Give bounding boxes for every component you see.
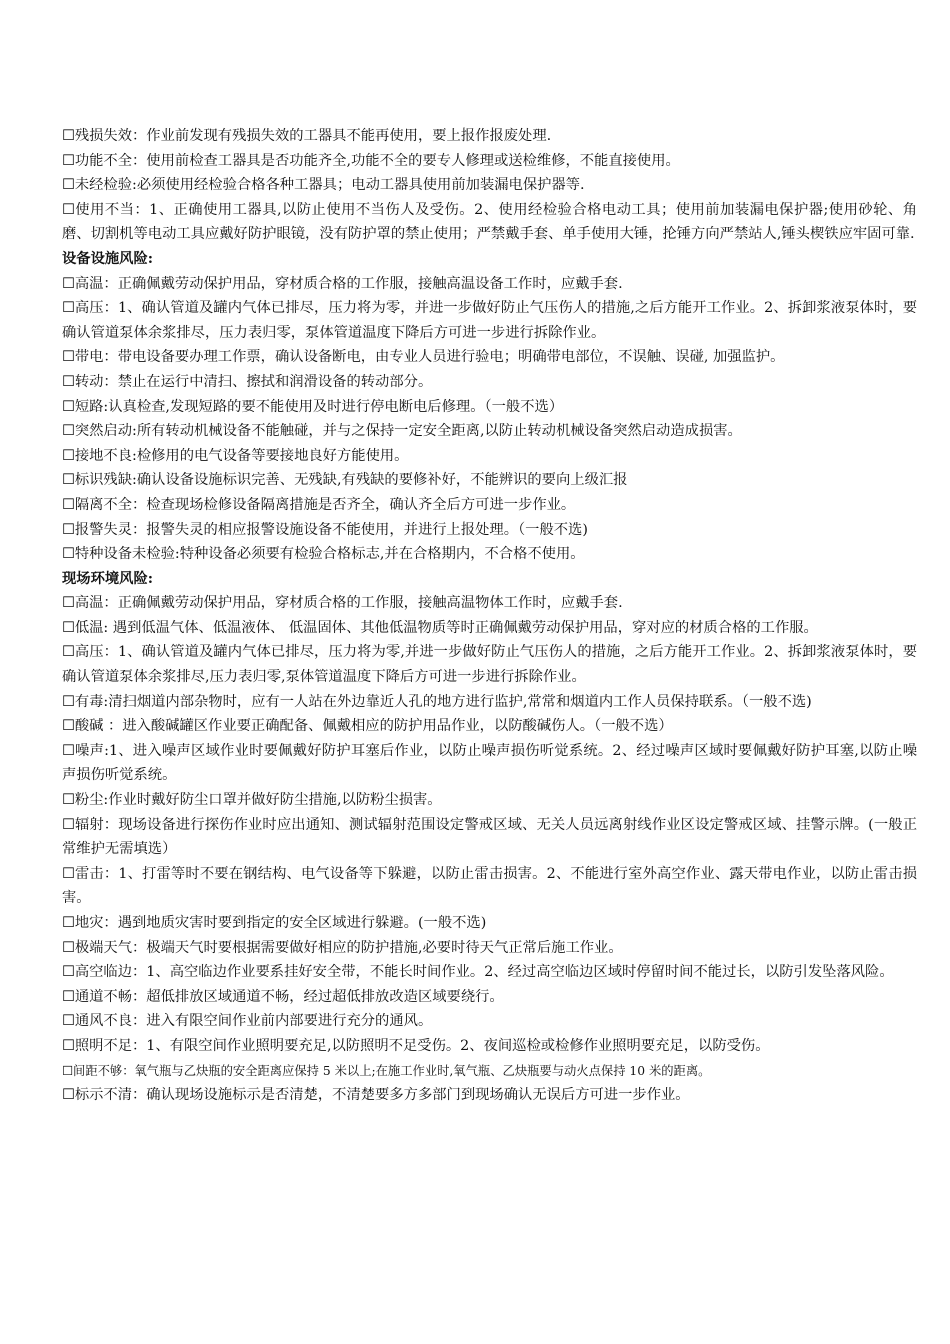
document-body — [62, 124, 917, 1108]
checklist-item: ☐突然启动:所有转动机械设备不能触碰，并与之保持一定安全距离,以防止转动机械设备突然启动造成损害。 — [62, 423, 742, 440]
checklist-item: ☐照明不足：1、有限空间作业照明要充足,以防照明不足受伤。2、夜间巡检或检修作业照明要充足，以防受伤。 — [62, 1037, 770, 1054]
checklist-item: ☐粉尘:作业时戴好防尘口罩并做好防尘措施,以防粉尘损害。 — [62, 792, 442, 809]
checklist-item: ☐有毒:清扫烟道内部杂物时，应有一人站在外边靠近人孔的地方进行监护,常常和烟道内工作人员保持联系。（一般不选) — [62, 693, 812, 710]
checklist-item: ☐报警失灵：报警失灵的相应报警设施设备不能使用，并进行上报处理。（一般不选) — [62, 521, 588, 538]
checklist-item: ☐接地不良:检修用的电气设备等要接地良好方能使用。 — [62, 447, 409, 464]
checklist-item: ☐通道不畅：超低排放区域通道不畅，经过超低排放改造区域要绕行。 — [62, 988, 504, 1005]
checklist-item: ☐带电：带电设备要办理工作票，确认设备断电，由专业人员进行验电；明确带电部位，不误触、误碰, 加强监护。 — [62, 349, 785, 366]
checklist-item: ☐功能不全：使用前检查工器具是否功能齐全,功能不全的要专人修理或送检维修，不能直接使用。 — [62, 152, 680, 169]
checklist-item: ☐间距不够：氧气瓶与乙炔瓶的安全距离应保持 5 米以上;在施工作业时,氧气瓶、乙炔瓶要与动火点保持 10 米的距离。 — [62, 1063, 711, 1078]
section-heading-environment: 现场环境风险: — [62, 570, 154, 587]
checklist-item: ☐低温: 遇到低温气体、低温液体、 低温固体、其他低温物质等时正确佩戴劳动保护用品，穿对应的材质合格的工作服。 — [62, 619, 818, 636]
checklist-item: ☐短路:认真检查,发现短路的要不能使用及时进行停电断电后修理。（一般不选） — [62, 398, 564, 415]
checklist-item: ☐高温：正确佩戴劳动保护用品，穿材质合格的工作服，接触高温物体工作时，应戴手套. — [62, 595, 623, 612]
checklist-item: ☐高空临边：1、高空临边作业要系挂好安全带，不能长时间作业。2、经过高空临边区域时停留时间不能过长，以防引发坠落风险。 — [62, 964, 894, 981]
checklist-item: ☐极端天气：极端天气时要根据需要做好相应的防护措施,必要时待天气正常后施工作业。 — [62, 939, 623, 956]
checklist-item: ☐标示不清：确认现场设施标示是否清楚，不清楚要多方多部门到现场确认无误后方可进一步作业。 — [62, 1087, 690, 1104]
section-heading-equipment: 设备设施风险: — [62, 250, 154, 267]
checklist-item: ☐未经检验:必须使用经检验合格各种工器具；电动工器具使用前加装漏电保护器等. — [62, 177, 585, 194]
checklist-item: ☐残损失效：作业前发现有残损失效的工器具不能再使用，要上报作报废处理. — [62, 128, 552, 144]
checklist-item: ☐使用不当：1、正确使用工器具,以防止使用不当伤人及受伤。2、使用经检验合格电动工具；使用前加装漏电保护器;使用砂轮、角磨、切割机等电动工具应戴好防护眼镜，没有防护罩的禁止使用；严禁戴手套、单手使用大锤，抡锤方向严禁站人,锤头楔铁应牢固可靠. — [62, 201, 917, 243]
checklist-item: ☐雷击：1、打雷等时不要在钢结构、电气设备等下躲避，以防止雷击损害。2、不能进行室外高空作业、露天带电作业，以防止雷击损害。 — [62, 865, 917, 907]
checklist-item: ☐酸碱 ：进入酸碱罐区作业要正确配备、佩戴相应的防护用品作业，以防酸碱伤人。（一般不选） — [62, 718, 673, 735]
checklist-item: ☐高压：1、确认管道及罐内气体已排尽，压力将为零，并进一步做好防止气压伤人的措施,之后方能开工作业。2、拆卸浆液泵体时，要确认管道泵体余浆排尽，压力表归零，泵体管道温度下降后方可进一步进行拆除作业。 — [62, 300, 917, 341]
checklist-item: ☐辐射：现场设备进行探伤作业时应出通知、测试辐射范围设定警戒区域、无关人员远离射线作业区设定警戒区域、挂警示牌。(一般正常维护无需填选） — [62, 816, 917, 858]
checklist-item: ☐高压：1、确认管道及罐内气体已排尽，压力将为零,并进一步做好防止气压伤人的措施，之后方能开工作业。2、拆卸浆液泵体时，要确认管道泵体余浆排尽,压力表归零,泵体管道温度下降后方可进一步进行拆除作业。 — [62, 644, 917, 686]
checklist-item: ☐转动：禁止在运行中清扫、擦拭和润滑设备的转动部分。 — [62, 373, 433, 390]
checklist-item: ☐标识残缺:确认设备设施标识完善、无残缺,有残缺的要修补好，不能辨识的要向上级汇报 — [62, 472, 628, 489]
checklist-item: ☐高温：正确佩戴劳动保护用品，穿材质合格的工作服，接触高温设备工作时，应戴手套. — [62, 275, 623, 292]
checklist-item: ☐噪声:1、进入噪声区域作业时要佩戴好防护耳塞后作业，以防止噪声损伤听觉系统。2、经过噪声区域时要佩戴好防护耳塞,以防止噪声损伤听觉系统。 — [62, 742, 917, 784]
checklist-item: ☐特种设备未检验:特种设备必须要有检验合格标志,并在合格期内，不合格不使用。 — [62, 546, 585, 563]
checklist-item: ☐通风不良：进入有限空间作业前内部要进行充分的通风。 — [62, 1013, 433, 1030]
checklist-item: ☐地灾：遇到地质灾害时要到指定的安全区域进行躲避。(一般不选) — [62, 915, 487, 931]
checklist-item: ☐隔离不全：检查现场检修设备隔离措施是否齐全，确认齐全后方可进一步作业。 — [62, 496, 576, 513]
